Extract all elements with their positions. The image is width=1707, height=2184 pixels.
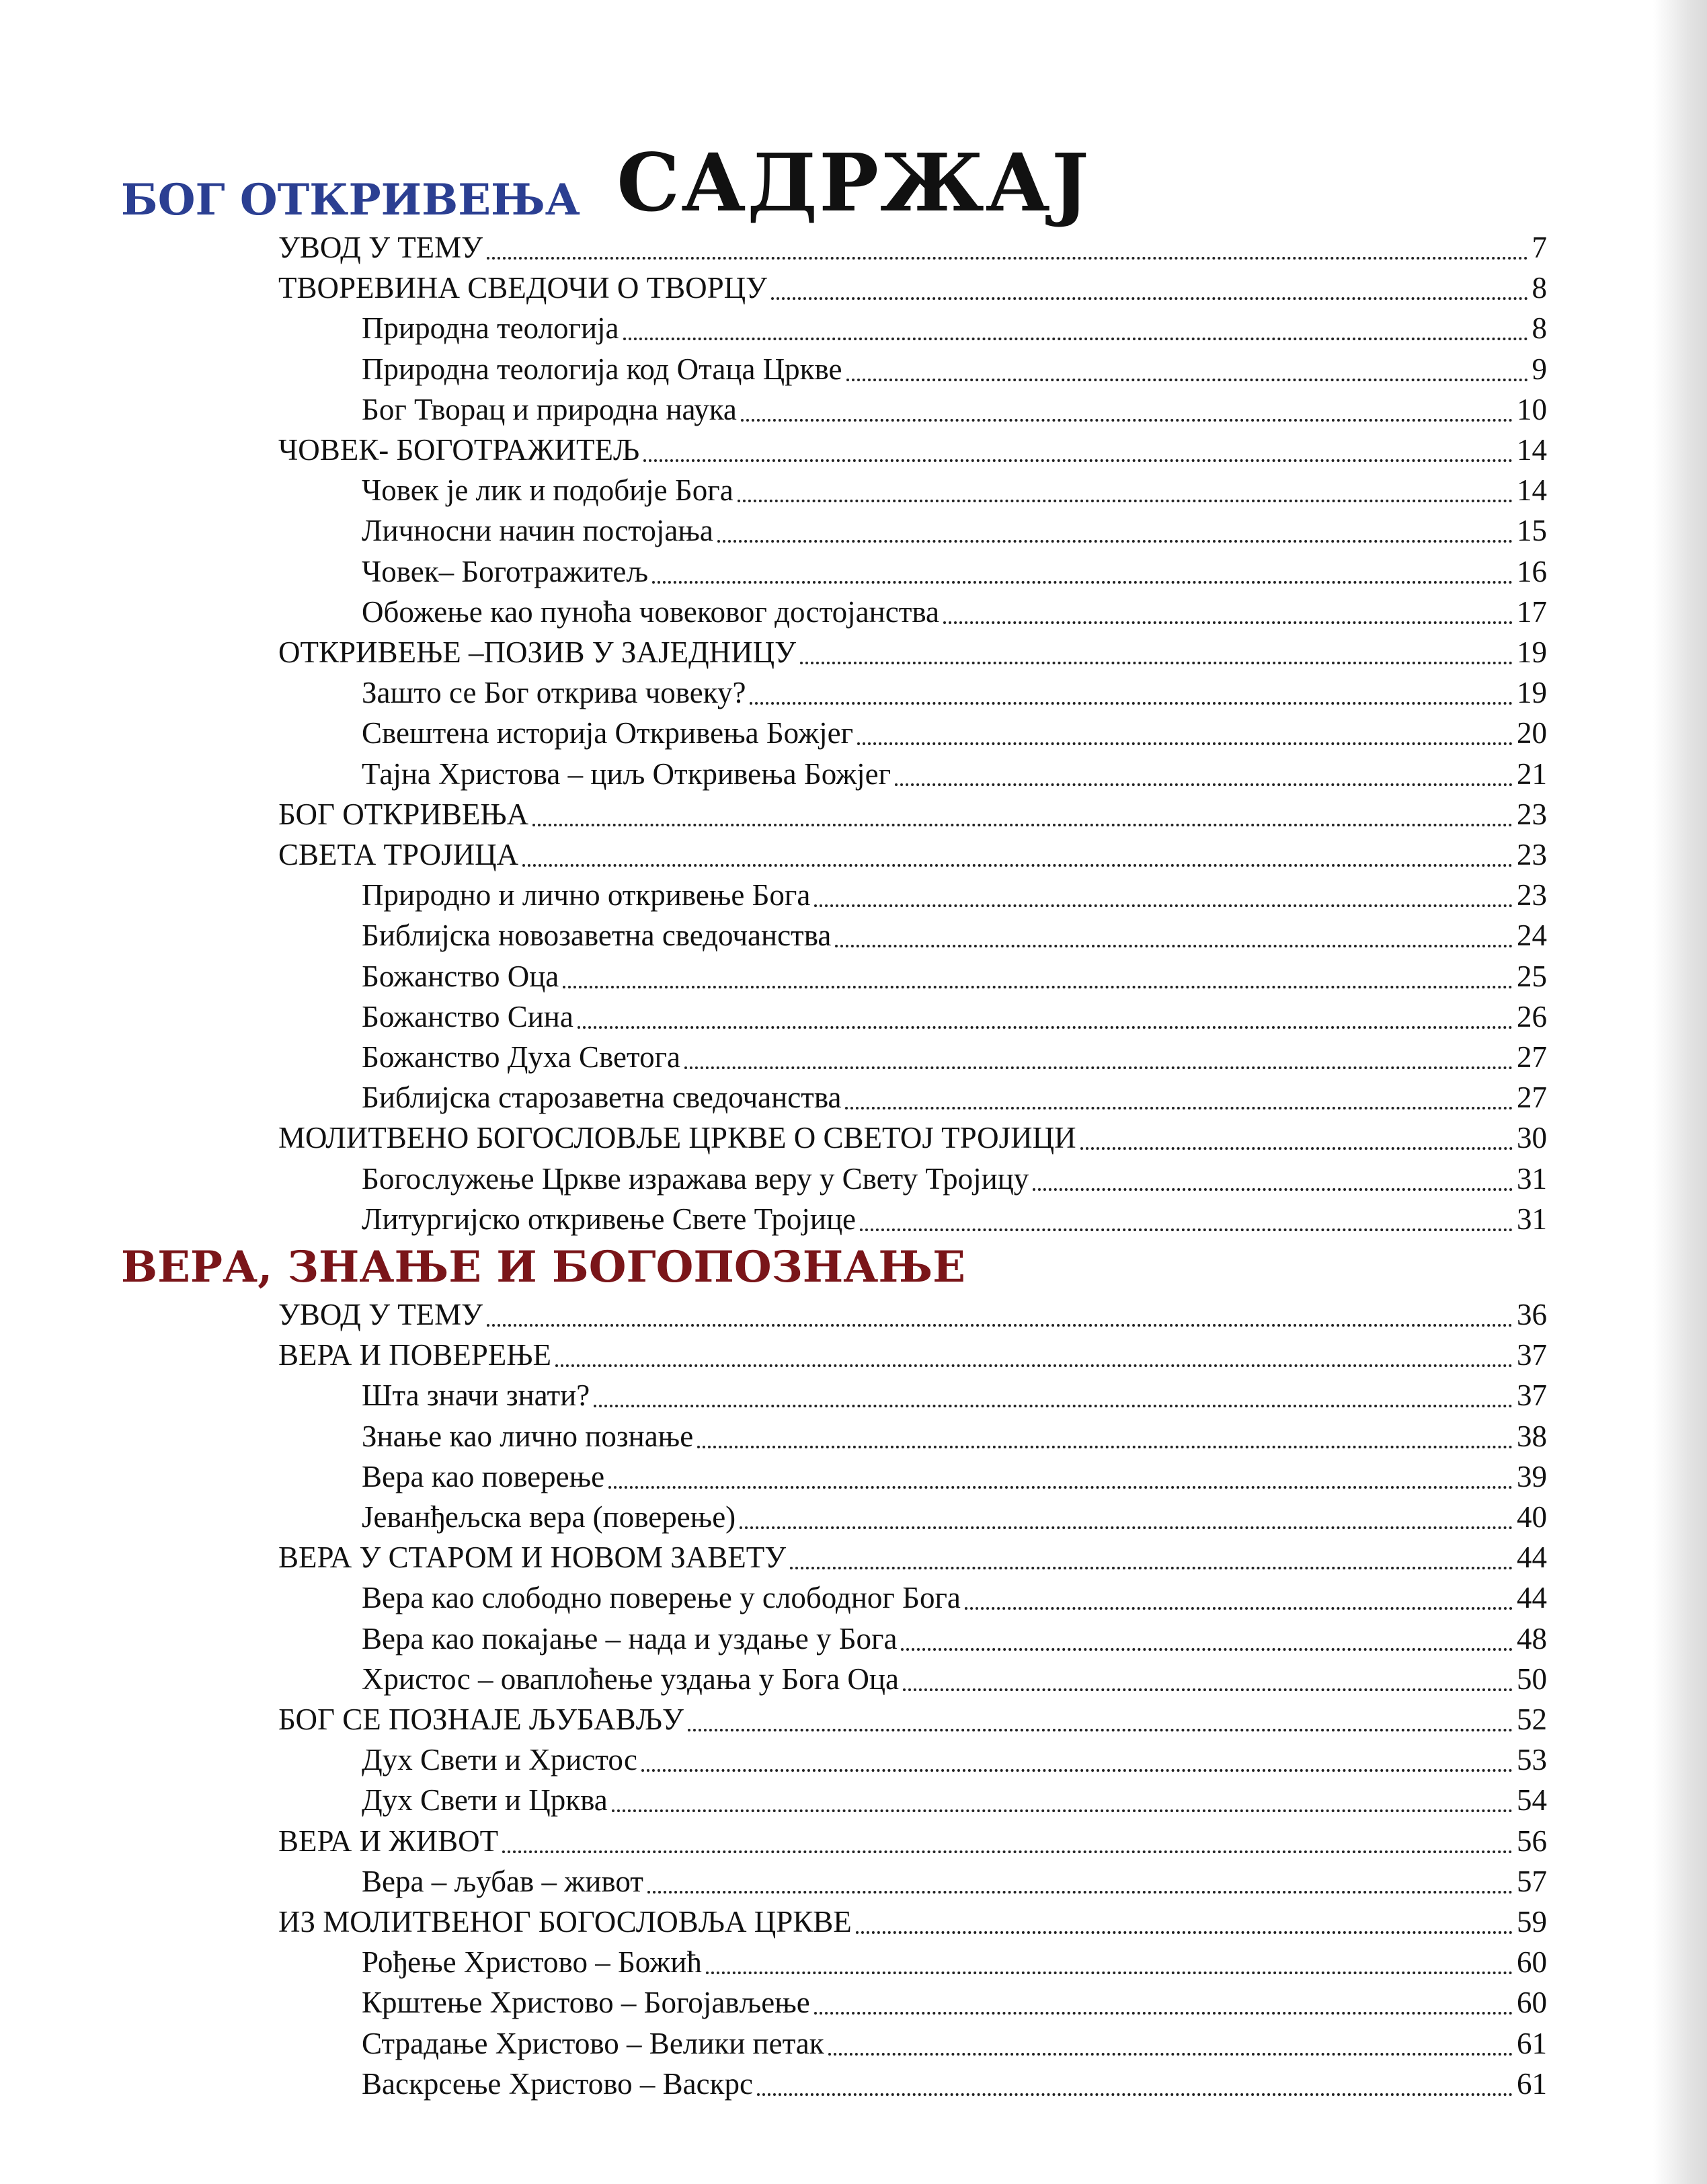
- toc-entry-title: УВОД У ТЕМУ: [278, 1298, 483, 1331]
- toc-entry[interactable]: [362, 470, 1547, 510]
- toc-page-number: 56: [1517, 1824, 1547, 1858]
- toc-dot-leader: [555, 1364, 1513, 1367]
- toc-dot-leader: [750, 702, 1513, 705]
- toc-page-number: 61: [1517, 2026, 1547, 2060]
- toc-entry[interactable]: [362, 2064, 1547, 2104]
- toc-entry[interactable]: [362, 1416, 1547, 1456]
- toc-entry-title: Вера као слободно поверење у слободног Бога: [362, 1581, 961, 1615]
- toc-page-number: 59: [1517, 1905, 1547, 1939]
- toc-dot-leader: [594, 1405, 1513, 1407]
- toc-page-number: 61: [1517, 2066, 1547, 2101]
- toc-dot-leader: [684, 1066, 1513, 1069]
- toc-entry-title: Човек– Боготражитељ: [362, 554, 649, 588]
- toc-entry[interactable]: [278, 1699, 1547, 1740]
- toc-entry-title: ЧОВЕК- БОГОТРАЖИТЕЉ: [278, 433, 640, 467]
- toc-dot-leader: [835, 945, 1513, 947]
- toc-entry-title: Природно и лично откривење Бога: [362, 878, 811, 912]
- toc-entry[interactable]: [278, 1335, 1547, 1375]
- toc-entry-title: Зашто се Бог открива човеку?: [362, 676, 746, 710]
- toc-entry[interactable]: [362, 308, 1547, 348]
- toc-page-number: 37: [1517, 1338, 1547, 1372]
- toc-entry-title: Природна теологија: [362, 311, 619, 346]
- toc-entry-title: СВЕТА ТРОЈИЦА: [278, 838, 519, 871]
- toc-entry-title: Дух Свети и Христос: [362, 1743, 637, 1777]
- page-title: САДРЖАЈ: [617, 136, 1090, 230]
- toc-page-number: 31: [1517, 1161, 1547, 1196]
- toc-page-number: 20: [1517, 716, 1547, 750]
- toc-entry-title: Страдање Христово – Велики петак: [362, 2026, 824, 2060]
- toc-entry[interactable]: [362, 754, 1547, 794]
- toc-entry-title: Природна теологија код Отаца Цркве: [362, 352, 842, 386]
- toc-dot-leader: [623, 338, 1528, 340]
- toc-entry-title: ВЕРА И ПОВЕРЕЊЕ: [278, 1338, 552, 1372]
- toc-dot-leader: [901, 1648, 1513, 1651]
- toc-entry[interactable]: [362, 1740, 1547, 1780]
- toc-entry-title: УВОД У ТЕМУ: [278, 231, 483, 264]
- toc-page-number: 17: [1517, 594, 1547, 629]
- toc-dot-leader: [846, 379, 1528, 381]
- toc-page-number: 7: [1532, 231, 1547, 264]
- toc-dot-leader: [757, 2093, 1513, 2096]
- toc-entry[interactable]: [362, 1659, 1547, 1699]
- toc-page-number: 44: [1517, 1581, 1547, 1615]
- toc-page-number: 40: [1517, 1500, 1547, 1534]
- toc-dot-leader: [771, 297, 1528, 300]
- toc-page-number: 36: [1517, 1298, 1547, 1331]
- toc-dot-leader: [578, 1026, 1513, 1029]
- toc-page-number: 8: [1532, 311, 1547, 346]
- toc-entry-title: Библијска старозаветна сведочанства: [362, 1081, 842, 1115]
- toc-entry-title: Бог Творац и природна наука: [362, 392, 737, 426]
- toc-entry-title: Дух Свети и Црква: [362, 1783, 608, 1818]
- toc-entry[interactable]: [362, 2023, 1547, 2064]
- toc-page-number: 23: [1517, 797, 1547, 831]
- toc-entry-title: Обожење као пуноћа човековог достојанства: [362, 594, 939, 629]
- toc-entry[interactable]: [362, 1037, 1547, 1077]
- toc-entry-title: Личносни начин постојања: [362, 514, 713, 548]
- toc-entry-title: БОГ СЕ ПОЗНАЈЕ ЉУБАВЉУ: [278, 1703, 684, 1736]
- toc-page-number: 19: [1517, 676, 1547, 710]
- toc-entry[interactable]: [362, 713, 1547, 753]
- toc-dot-leader: [532, 824, 1513, 826]
- toc-dot-leader: [903, 1688, 1513, 1691]
- toc-entry-title: Библијска новозаветна сведочанства: [362, 919, 832, 953]
- toc-entry[interactable]: [362, 1375, 1547, 1415]
- toc-entry-title: Богослужење Цркве изражава веру у Свету Тројицу: [362, 1161, 1029, 1196]
- toc-entry[interactable]: [362, 1077, 1547, 1118]
- toc-entry-title: Тајна Христова – циљ Откривења Божјег: [362, 756, 891, 791]
- page-edge-shadow: [1653, 0, 1707, 2184]
- toc-entry[interactable]: [362, 1861, 1547, 1902]
- toc-entry[interactable]: [278, 1537, 1547, 1577]
- toc-dot-leader: [740, 1526, 1513, 1529]
- toc-dot-leader: [741, 419, 1513, 422]
- toc-page-number: 50: [1517, 1662, 1547, 1696]
- toc-page-number: 8: [1532, 271, 1547, 305]
- toc-entry-title: Свештена историја Откривења Божјег: [362, 716, 854, 750]
- toc-entry-title: Шта значи знати?: [362, 1378, 590, 1413]
- toc-dot-leader: [1080, 1147, 1513, 1150]
- toc-page-number: 16: [1517, 554, 1547, 588]
- toc-page-number: 39: [1517, 1459, 1547, 1493]
- toc-entry-title: ИЗ МОЛИТВЕНОГ БОГОСЛОВЉА ЦРКВЕ: [278, 1905, 852, 1939]
- toc-entry[interactable]: [278, 430, 1547, 470]
- toc-dot-leader: [828, 2053, 1513, 2056]
- toc-entry[interactable]: [278, 632, 1547, 672]
- toc-page-number: 60: [1517, 1986, 1547, 2020]
- toc-entry[interactable]: [278, 834, 1547, 875]
- toc-entry[interactable]: [362, 1577, 1547, 1618]
- toc-page-number: 21: [1517, 756, 1547, 791]
- toc-entry[interactable]: [362, 672, 1547, 713]
- toc-entry-title: Јеванђељска вера (поверење): [362, 1500, 736, 1534]
- toc-entry[interactable]: [362, 551, 1547, 592]
- toc-page-number: 37: [1517, 1378, 1547, 1413]
- toc-dot-leader: [790, 1567, 1513, 1569]
- toc-dot-leader: [717, 540, 1513, 543]
- toc-entry[interactable]: [278, 794, 1547, 834]
- toc-page-number: 15: [1517, 514, 1547, 548]
- toc-entry-title: Христос – оваплоћење уздања у Бога Оца: [362, 1662, 899, 1696]
- toc-page-number: 30: [1517, 1121, 1547, 1155]
- toc-page-number: 25: [1517, 959, 1547, 993]
- toc-dot-leader: [563, 986, 1513, 988]
- toc-entry-title: ВЕРА И ЖИВОТ: [278, 1824, 499, 1858]
- toc-dot-leader: [814, 2012, 1513, 2015]
- toc-dot-leader: [856, 1931, 1513, 1934]
- toc-dot-leader: [647, 1891, 1513, 1894]
- toc-entry[interactable]: [362, 592, 1547, 632]
- toc-page-number: 23: [1517, 838, 1547, 871]
- toc-entry-title: Вера – љубав – живот: [362, 1864, 643, 1898]
- toc-page-number: 14: [1517, 473, 1547, 508]
- toc-entry[interactable]: [278, 1118, 1547, 1158]
- toc-dot-leader: [965, 1607, 1513, 1610]
- toc-page-number: 14: [1517, 433, 1547, 467]
- toc-entry-title: Вера као покајање – нада и уздање у Бога: [362, 1621, 898, 1655]
- toc-dot-leader: [487, 257, 1527, 260]
- toc-page-number: 57: [1517, 1864, 1547, 1898]
- toc-page-number: 52: [1517, 1703, 1547, 1736]
- toc-entry[interactable]: [362, 1618, 1547, 1659]
- toc-entry[interactable]: [362, 1199, 1547, 1239]
- toc-dot-leader: [943, 621, 1513, 624]
- toc-entry[interactable]: [362, 997, 1547, 1037]
- toc-entry[interactable]: [278, 1902, 1547, 1942]
- toc-entry-title: Васкрсење Христово – Васкрс: [362, 2066, 753, 2101]
- toc-entry[interactable]: [278, 1821, 1547, 1861]
- toc-entry-title: Божанство Оца: [362, 959, 559, 993]
- toc-page-number: 31: [1517, 1202, 1547, 1236]
- toc-entry-title: Крштење Христово – Богојављење: [362, 1986, 810, 2020]
- toc-dot-leader: [608, 1486, 1513, 1489]
- toc-dot-leader: [522, 864, 1513, 867]
- toc-entry[interactable]: [362, 510, 1547, 551]
- toc-page-number: 19: [1517, 635, 1547, 669]
- toc-dot-leader: [612, 1809, 1513, 1812]
- toc-entry[interactable]: [362, 1942, 1547, 1982]
- toc-page-number: 26: [1517, 999, 1547, 1034]
- toc-dot-leader: [857, 742, 1513, 745]
- toc-dot-leader: [652, 581, 1513, 584]
- toc-page-number: 27: [1517, 1081, 1547, 1115]
- toc-entry[interactable]: [362, 915, 1547, 956]
- toc-entry[interactable]: [278, 1294, 1547, 1335]
- toc-entry-title: ВЕРА У СТАРОМ И НОВОМ ЗАВЕТУ: [278, 1540, 787, 1575]
- section-heading-vera-znanje: ВЕРА, ЗНАЊЕ И БОГОПОЗНАЊЕ: [121, 1242, 965, 1292]
- toc-entry-title: ОТКРИВЕЊЕ –ПОЗИВ У ЗАЈЕДНИЦУ: [278, 635, 797, 669]
- toc-dot-leader: [643, 459, 1513, 462]
- toc-entry[interactable]: [362, 1982, 1547, 2023]
- toc-entry[interactable]: [362, 1159, 1547, 1199]
- toc-page-number: 27: [1517, 1040, 1547, 1074]
- toc-entry-title: Човек је лик и подобије Бога: [362, 473, 733, 508]
- toc-entry[interactable]: [362, 1780, 1547, 1820]
- toc-entry[interactable]: [278, 227, 1547, 268]
- toc-dot-leader: [706, 1972, 1513, 1974]
- toc-dot-leader: [1033, 1188, 1513, 1191]
- toc-page-number: 24: [1517, 919, 1547, 953]
- toc-dot-leader: [814, 904, 1513, 907]
- toc-dot-leader: [487, 1324, 1513, 1327]
- toc-dot-leader: [895, 783, 1513, 786]
- toc-entry-title: Знање као лично познање: [362, 1419, 694, 1453]
- toc-dot-leader: [860, 1228, 1513, 1231]
- toc-page-number: 60: [1517, 1945, 1547, 1980]
- toc-entry[interactable]: [362, 956, 1547, 997]
- toc-dot-leader: [800, 662, 1513, 664]
- toc-entry[interactable]: [362, 1456, 1547, 1497]
- toc-entry-title: Вера као поверење: [362, 1459, 605, 1493]
- toc-page-number: 23: [1517, 878, 1547, 912]
- toc-page-number: 44: [1517, 1540, 1547, 1575]
- toc-entry[interactable]: [362, 389, 1547, 430]
- toc-page-number: 54: [1517, 1783, 1547, 1818]
- toc-dot-leader: [697, 1446, 1513, 1448]
- toc-entry[interactable]: [362, 1497, 1547, 1537]
- toc-dot-leader: [502, 1850, 1513, 1853]
- toc-page-number: 48: [1517, 1621, 1547, 1655]
- toc-dot-leader: [845, 1107, 1513, 1109]
- toc-entry-title: МОЛИТВЕНО БОГОСЛОВЉЕ ЦРКВЕ О СВЕТОЈ ТРОЈИЦИ: [278, 1121, 1076, 1155]
- toc-entry-title: Рођење Христово – Божић: [362, 1945, 702, 1980]
- toc-entry-title: БОГ ОТКРИВЕЊА: [278, 797, 529, 831]
- toc-dot-leader: [688, 1729, 1513, 1731]
- toc-entry-title: Божанство Сина: [362, 999, 573, 1034]
- section-heading-bog-otkrivenja: БОГ ОТКРИВЕЊА: [121, 175, 580, 225]
- toc-page-number: 38: [1517, 1419, 1547, 1453]
- toc-entry-title: Божанство Духа Светога: [362, 1040, 680, 1074]
- toc-page-number: 53: [1517, 1743, 1547, 1777]
- toc-entry-title: Литургијско откривење Свете Тројице: [362, 1202, 857, 1236]
- toc-dot-leader: [641, 1769, 1513, 1772]
- toc-page-number: 10: [1517, 392, 1547, 426]
- toc-dot-leader: [738, 500, 1513, 502]
- toc-entry-title: ТВОРЕВИНА СВЕДОЧИ О ТВОРЦУ: [278, 271, 767, 305]
- toc-entry[interactable]: [278, 268, 1547, 308]
- toc-entry[interactable]: [362, 875, 1547, 915]
- toc-entry[interactable]: [362, 349, 1547, 389]
- toc-page-number: 9: [1532, 352, 1547, 386]
